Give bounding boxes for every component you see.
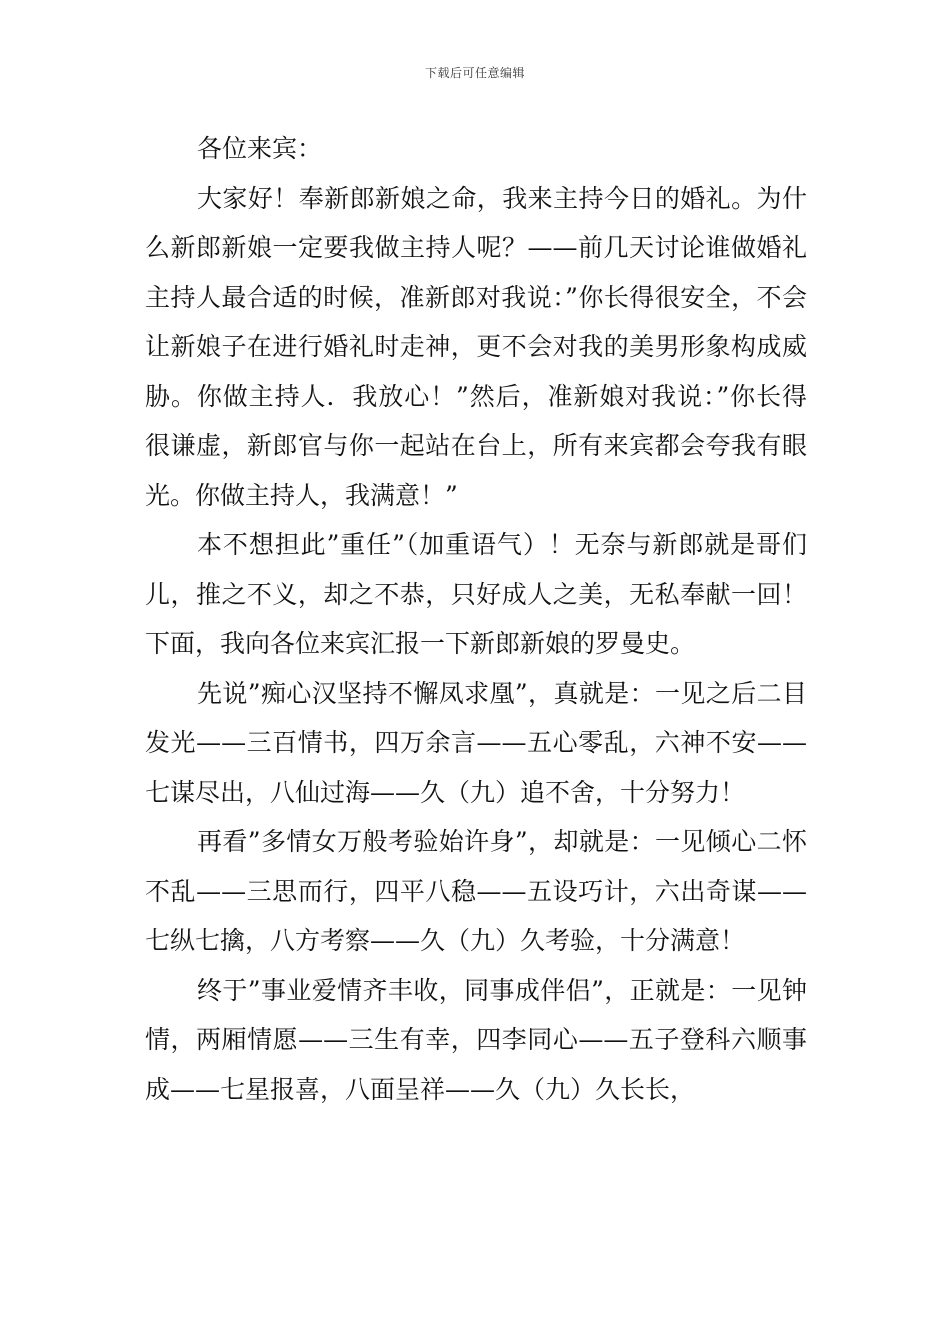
paragraph-accept-role: 本不想担此”重任”（加重语气）！无奈与新郎就是哥们儿，推之不义，却之不恭，只好成人之美，无私奉献一回！下面，我向各位来宾汇报一下新郎新娘的罗曼史。 <box>145 530 807 658</box>
paragraph-bride-test: 再看”多情女万般考验始许身”，却就是：一见倾心二怀不乱——三思而行，四平八稳——五设巧计，六出奇谋——七纵七擒，八方考察——久（九）久考验，十分满意！ <box>145 827 807 955</box>
paragraph-opening: 大家好！奉新郎新娘之命，我来主持今日的婚礼。为什么新郎新娘一定要我做主持人呢？——前几天讨论谁做婚礼主持人最合适的时候，准新郎对我说：”你长得很安全，不会让新娘子在进行婚礼时走神，更不会对我的美男形象构成威胁。你做主持人．我放心！”然后，准新娘对我说：”你长得很谦虚，新郎官与你一起站在台上，所有来宾都会夸我有眼光。你做主持人，我满意！” <box>145 183 807 510</box>
document-body <box>145 124 807 1114</box>
paragraph-harvest: 终于”事业爱情齐丰收，同事成伴侣”，正就是：一见钟情，两厢情愿——三生有幸，四李同心——五子登科六顺事成——七星报喜，八面呈祥——久（九）久长长， <box>145 975 807 1104</box>
header-note: 下载后可任意编辑 <box>424 66 525 80</box>
paragraph-greeting: 各位来宾： <box>197 134 323 163</box>
paragraph-groom-pursuit: 先说”痴心汉坚持不懈凤求凰”，真就是：一见之后二目发光——三百情书，四万余言——五心零乱，六神不安——七谋尽出，八仙过海——久（九）追不舍，十分努力！ <box>145 678 807 807</box>
